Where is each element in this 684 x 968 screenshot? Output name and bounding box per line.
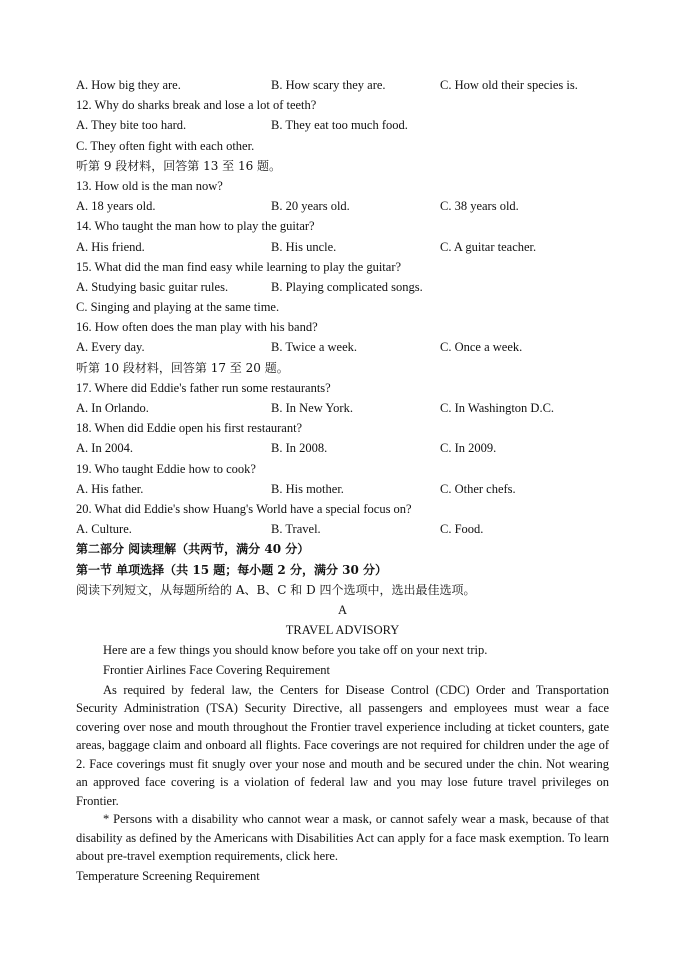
q18-option-b: B. In 2008. — [271, 441, 328, 456]
q17-option-c: C. In Washington D.C. — [440, 401, 555, 415]
q20-question: 20. What did Eddie's show Huang's World have a special focus on? — [76, 501, 412, 516]
reading-instruction: 阅读下列短文，从每题所给的 A、B、C 和 D 四个选项中，选出最佳选项。 — [76, 582, 476, 597]
q18-option-c: C. In 2009. — [440, 441, 497, 456]
q16-option-b: B. Twice a week. — [271, 340, 358, 355]
passage-letter: A — [337, 602, 348, 617]
exam-page — [76, 75, 609, 886]
q11-options — [76, 75, 609, 95]
q17-options — [76, 398, 609, 418]
q18-question: 18. When did Eddie open his first restaurant? — [76, 421, 303, 436]
q17-option-b: B. In New York. — [271, 401, 353, 415]
q15-question: 15. What did the man find easy while learning to play the guitar? — [76, 259, 402, 274]
q19-question: 19. Who taught Eddie how to cook? — [76, 461, 256, 476]
q20-option-a: A. Culture. — [76, 522, 132, 537]
part2-heading: 第二部分 阅读理解（共两节，满分 40 分） — [76, 542, 310, 557]
q18-options — [76, 438, 609, 458]
q17-option-a: A. In Orlando. — [76, 401, 149, 415]
q19-option-a: A. His father. — [76, 481, 144, 496]
q19-option-b: B. His mother. — [271, 481, 344, 496]
q15-options — [76, 277, 609, 297]
q20-option-c: C. Food. — [440, 522, 484, 537]
subheading-face-covering: Frontier Airlines Face Covering Requirement — [103, 663, 331, 678]
instruction-section-9: 听第 9 段材料，回答第 13 至 16 题。 — [76, 158, 282, 173]
q13-option-b: B. 20 years old. — [271, 199, 350, 214]
q12-option-c: C. They often fight with each other. — [76, 138, 255, 153]
q15-option-a: A. Studying basic guitar rules. — [76, 279, 229, 294]
q11-option-a: A. How big they are. — [76, 78, 181, 92]
q18-option-a: A. In 2004. — [76, 441, 133, 456]
q17-question: 17. Where did Eddie's father run some restaurants? — [76, 380, 331, 395]
section1-heading: 第一节 单项选择（共 15 题；每小题 2 分，满分 30 分） — [76, 562, 387, 577]
q14-question: 14. Who taught the man how to play the guitar? — [76, 219, 315, 234]
q14-option-c: C. A guitar teacher. — [440, 239, 537, 254]
q16-question: 16. How often does the man play with his band? — [76, 320, 318, 335]
q13-question: 13. How old is the man now? — [76, 178, 223, 193]
q13-options — [76, 196, 609, 216]
q12-option-b: B. They eat too much food. — [271, 118, 408, 133]
q19-option-c: C. Other chefs. — [440, 481, 516, 496]
passage-title: TRAVEL ADVISORY — [285, 623, 400, 638]
q14-option-a: A. His friend. — [76, 239, 145, 254]
q14-options — [76, 237, 609, 257]
q12-question: 12. Why do sharks break and lose a lot of teeth? — [76, 98, 317, 113]
passage-intro: Here are a few things you should know before you take off on your next trip. — [103, 643, 488, 658]
q20-option-b: B. Travel. — [271, 522, 321, 537]
q12-options — [76, 115, 609, 135]
q19-options — [76, 479, 609, 499]
paragraph-disability-exemption: * Persons with a disability who cannot wear a mask, or cannot safely wear a mask, because of that disability as defined by the Americans with Disabilities Act can apply for a face mask exemption. To learn about pre-travel exemption requirements, click here. — [76, 812, 609, 864]
q11-option-b: B. How scary they are. — [271, 78, 386, 92]
q15-option-b: B. Playing complicated songs. — [271, 279, 423, 294]
q13-option-c: C. 38 years old. — [440, 199, 519, 214]
q15-option-c: C. Singing and playing at the same time. — [76, 300, 280, 315]
q16-option-c: C. Once a week. — [440, 340, 523, 355]
paragraph-face-covering: As required by federal law, the Centers for Disease Control (CDC) Order and Transportation Security Administration (TSA) Security Directive, all passengers and employees must wear a face covering over nose and mouth throughout the Frontier travel experience including at ticket counters, gate areas, baggage claim and onboard all flights. Face coverings are not required for children under the age of 2. Face coverings must fit snugly over your nose and mouth and be secured under the chin. Not wearing an approved face covering is a violation of federal law and you may lose future travel privileges on Frontier. — [76, 682, 609, 808]
q11-option-c: C. How old their species is. — [440, 78, 578, 92]
q13-option-a: A. 18 years old. — [76, 199, 156, 214]
q16-options — [76, 337, 609, 357]
instruction-section-10: 听第 10 段材料，回答第 17 至 20 题。 — [76, 360, 289, 375]
q20-options — [76, 519, 609, 539]
q12-option-a: A. They bite too hard. — [76, 118, 187, 133]
q14-option-b: B. His uncle. — [271, 239, 337, 254]
q16-option-a: A. Every day. — [76, 340, 145, 355]
subheading-temperature-screening: Temperature Screening Requirement — [76, 868, 260, 883]
